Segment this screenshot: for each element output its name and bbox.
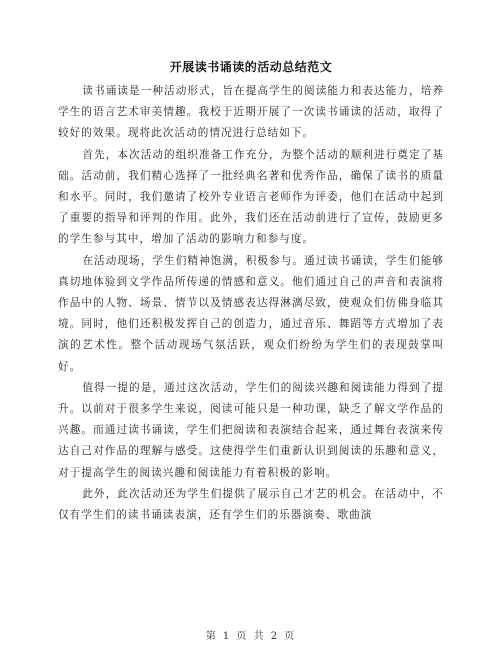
paragraph-5: 此外，此次活动还为学生们提供了展示自己才艺的机会。在活动中，不仅有学生们的读书诵读表演，还有学生们的乐器演奏、歌曲演 [58,487,444,522]
paragraph-4: 值得一提的是，通过这次活动，学生们的阅读兴趣和阅读能力得到了提升。以前对于很多学生来说，阅读可能只是一种功课，缺乏了解文学作品的兴趣。而通过读书诵读，学生们把阅读和表演结合起来，通过舞台表演来传达自己对作品的理解与感受。这使得学生们重新认识到阅读的乐趣和意义，对于提高学生的阅读兴趣和阅读能力有着积极的影响。 [58,381,444,479]
paragraph-3: 在活动现场，学生们精神饱满，积极参与。通过读书诵读，学生们能够真切地体验到文学作品所传递的情感和意义。他们通过自己的声音和表演将作品中的人物、场景、情节以及情感表达得淋漓尽致，使观众们仿佛身临其境。同时，他们还积极发挥自己的创造力，通过音乐、舞蹈等方式增加了表演的艺术性。整个活动现场气氛活跃，观众们纷纷为学生们的表现鼓掌叫好。 [58,254,444,373]
paragraph-2: 首先，本次活动的组织准备工作充分，为整个活动的顺利进行奠定了基础。活动前，我们精心选择了一批经典名著和优秀作品，确保了读书的质量和水平。同时，我们邀请了校外专业语言老师作为评委，他们在活动中起到了重要的指导和评判的作用。此外，我们还在活动前进行了宣传，鼓励更多的学生参与其中，增加了活动的影响力和参与度。 [58,148,444,246]
page-number-footer: 第 1 页 共 2 页 [205,631,297,642]
document-body [58,81,444,526]
paragraph-1: 读书诵读是一种活动形式，旨在提高学生的阅读能力和表达能力，培养学生的语言艺术审美情趣。我校于近期开展了一次读书诵读的活动，取得了较好的效果。现将此次活动的情况进行总结如下。 [58,85,444,140]
document-title: 开展读书诵读的活动总结范文 [169,60,333,74]
